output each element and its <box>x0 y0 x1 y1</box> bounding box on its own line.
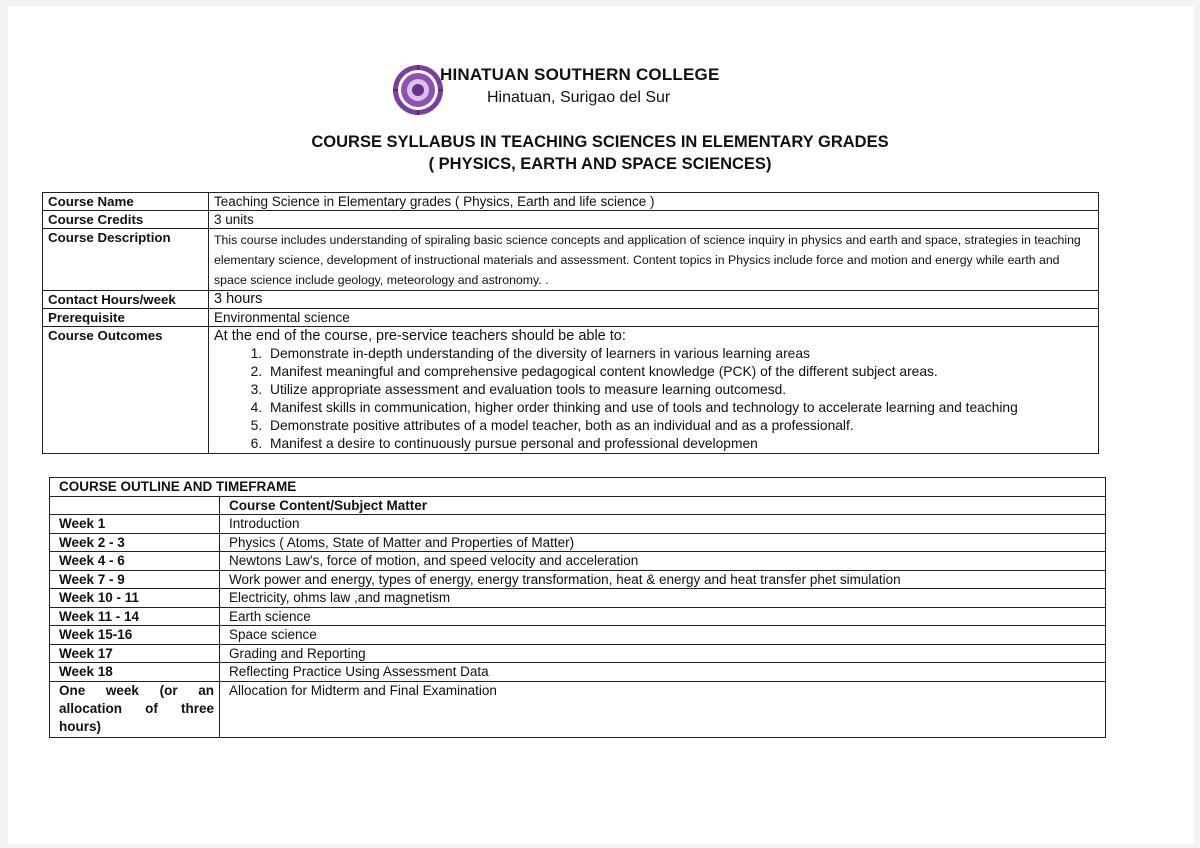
table-row <box>50 552 1106 571</box>
contact-hours-value: 3 hours <box>209 291 1099 309</box>
week-cell: Week 17 <box>50 644 220 663</box>
content-cell: Earth science <box>220 607 1106 626</box>
content-cell: Physics ( Atoms, State of Matter and Properties of Matter) <box>220 533 1106 552</box>
week-cell: Week 4 - 6 <box>50 552 220 571</box>
course-outline-table <box>49 477 1106 738</box>
course-credits-value: 3 units <box>209 211 1099 229</box>
table-row <box>50 663 1106 682</box>
college-name: HINATUAN SOUTHERN COLLEGE <box>440 65 720 84</box>
outcome-item: 3. Utilize appropriate assessment and evaluation tools to measure learning outcomesd. <box>266 381 1093 399</box>
week-cell: Week 7 - 9 <box>50 570 220 589</box>
contact-hours-label: Contact Hours/week <box>43 291 209 309</box>
contact-hours-row <box>43 291 1099 309</box>
content-column-header: Course Content/Subject Matter <box>220 496 1106 515</box>
college-location: Hinatuan, Surigao del Sur <box>487 89 671 106</box>
week-cell: Week 18 <box>50 663 220 682</box>
table-row <box>50 681 1106 737</box>
prerequisite-value: Environmental science <box>209 309 1099 327</box>
table-row <box>50 533 1106 552</box>
outcome-item: 5. Demonstrate positive attributes of a model teacher, both as an individual and as a professionalf. <box>266 417 1093 435</box>
syllabus-title: COURSE SYLLABUS IN TEACHING SCIENCES IN ELEMENTARY GRADES <box>311 133 889 151</box>
course-description-row <box>43 229 1099 291</box>
table-row <box>50 626 1106 645</box>
outcome-item: 6. Manifest a desire to continuously pursue personal and professional developmen <box>266 435 1093 453</box>
course-name-row <box>43 193 1099 211</box>
outcomes-intro: At the end of the course, pre-service teachers should be able to: <box>214 328 626 344</box>
course-description-value: This course includes understanding of spiraling basic science concepts and application of science inquiry in physics and earth and space, strategies in teaching elementary science, development of instructional materials and assessment. Content topics in Physics include force and motion and energy while earth and space science include geology, meteorology and astronomy. . <box>209 229 1099 291</box>
outcome-item: 4. Manifest skills in communication, higher order thinking and use of tools and technology to accelerate learning and teaching <box>266 399 1093 417</box>
course-info-table <box>42 192 1099 454</box>
prerequisite-row <box>43 309 1099 327</box>
content-cell: Grading and Reporting <box>220 644 1106 663</box>
outcome-item: 2. Manifest meaningful and comprehensive pedagogical content knowledge (PCK) of the different subject areas. <box>266 363 1093 381</box>
exam-content-cell: Allocation for Midterm and Final Examination <box>220 681 1106 737</box>
course-outcomes-cell <box>209 327 1099 454</box>
outcomes-list <box>214 345 1093 453</box>
outline-title: COURSE OUTLINE AND TIMEFRAME <box>50 478 1106 497</box>
table-row <box>50 570 1106 589</box>
course-name-value: Teaching Science in Elementary grades ( Physics, Earth and life science ) <box>209 193 1099 211</box>
outcome-item: 1. Demonstrate in-depth understanding of the diversity of learners in various learning areas <box>266 345 1093 363</box>
content-cell: Introduction <box>220 515 1106 534</box>
outline-title-row <box>50 478 1106 497</box>
week-cell: Week 11 - 14 <box>50 607 220 626</box>
content-cell: Newtons Law's, force of motion, and speed velocity and acceleration <box>220 552 1106 571</box>
syllabus-subtitle: ( PHYSICS, EARTH AND SPACE SCIENCES) <box>428 155 772 173</box>
table-row <box>50 607 1106 626</box>
week-cell: Week 2 - 3 <box>50 533 220 552</box>
content-cell: Electricity, ohms law ,and magnetism <box>220 589 1106 608</box>
content-cell: Space science <box>220 626 1106 645</box>
content-cell: Work power and energy, types of energy, energy transformation, heat & energy and heat transfer phet simulation <box>220 570 1106 589</box>
college-seal-icon <box>390 64 446 116</box>
course-credits-label: Course Credits <box>43 211 209 229</box>
course-outcomes-label: Course Outcomes <box>43 327 209 454</box>
outline-header-row <box>50 496 1106 515</box>
course-credits-row <box>43 211 1099 229</box>
prerequisite-label: Prerequisite <box>43 309 209 327</box>
week-cell: Week 15-16 <box>50 626 220 645</box>
exam-week-cell: One week (or an allocation of three hours) <box>50 681 220 737</box>
course-outcomes-row <box>43 327 1099 454</box>
content-cell: Reflecting Practice Using Assessment Data <box>220 663 1106 682</box>
week-cell: Week 10 - 11 <box>50 589 220 608</box>
course-name-label: Course Name <box>43 193 209 211</box>
week-cell: Week 1 <box>50 515 220 534</box>
table-row <box>50 644 1106 663</box>
table-row <box>50 589 1106 608</box>
table-row <box>50 515 1106 534</box>
course-description-label: Course Description <box>43 229 209 291</box>
